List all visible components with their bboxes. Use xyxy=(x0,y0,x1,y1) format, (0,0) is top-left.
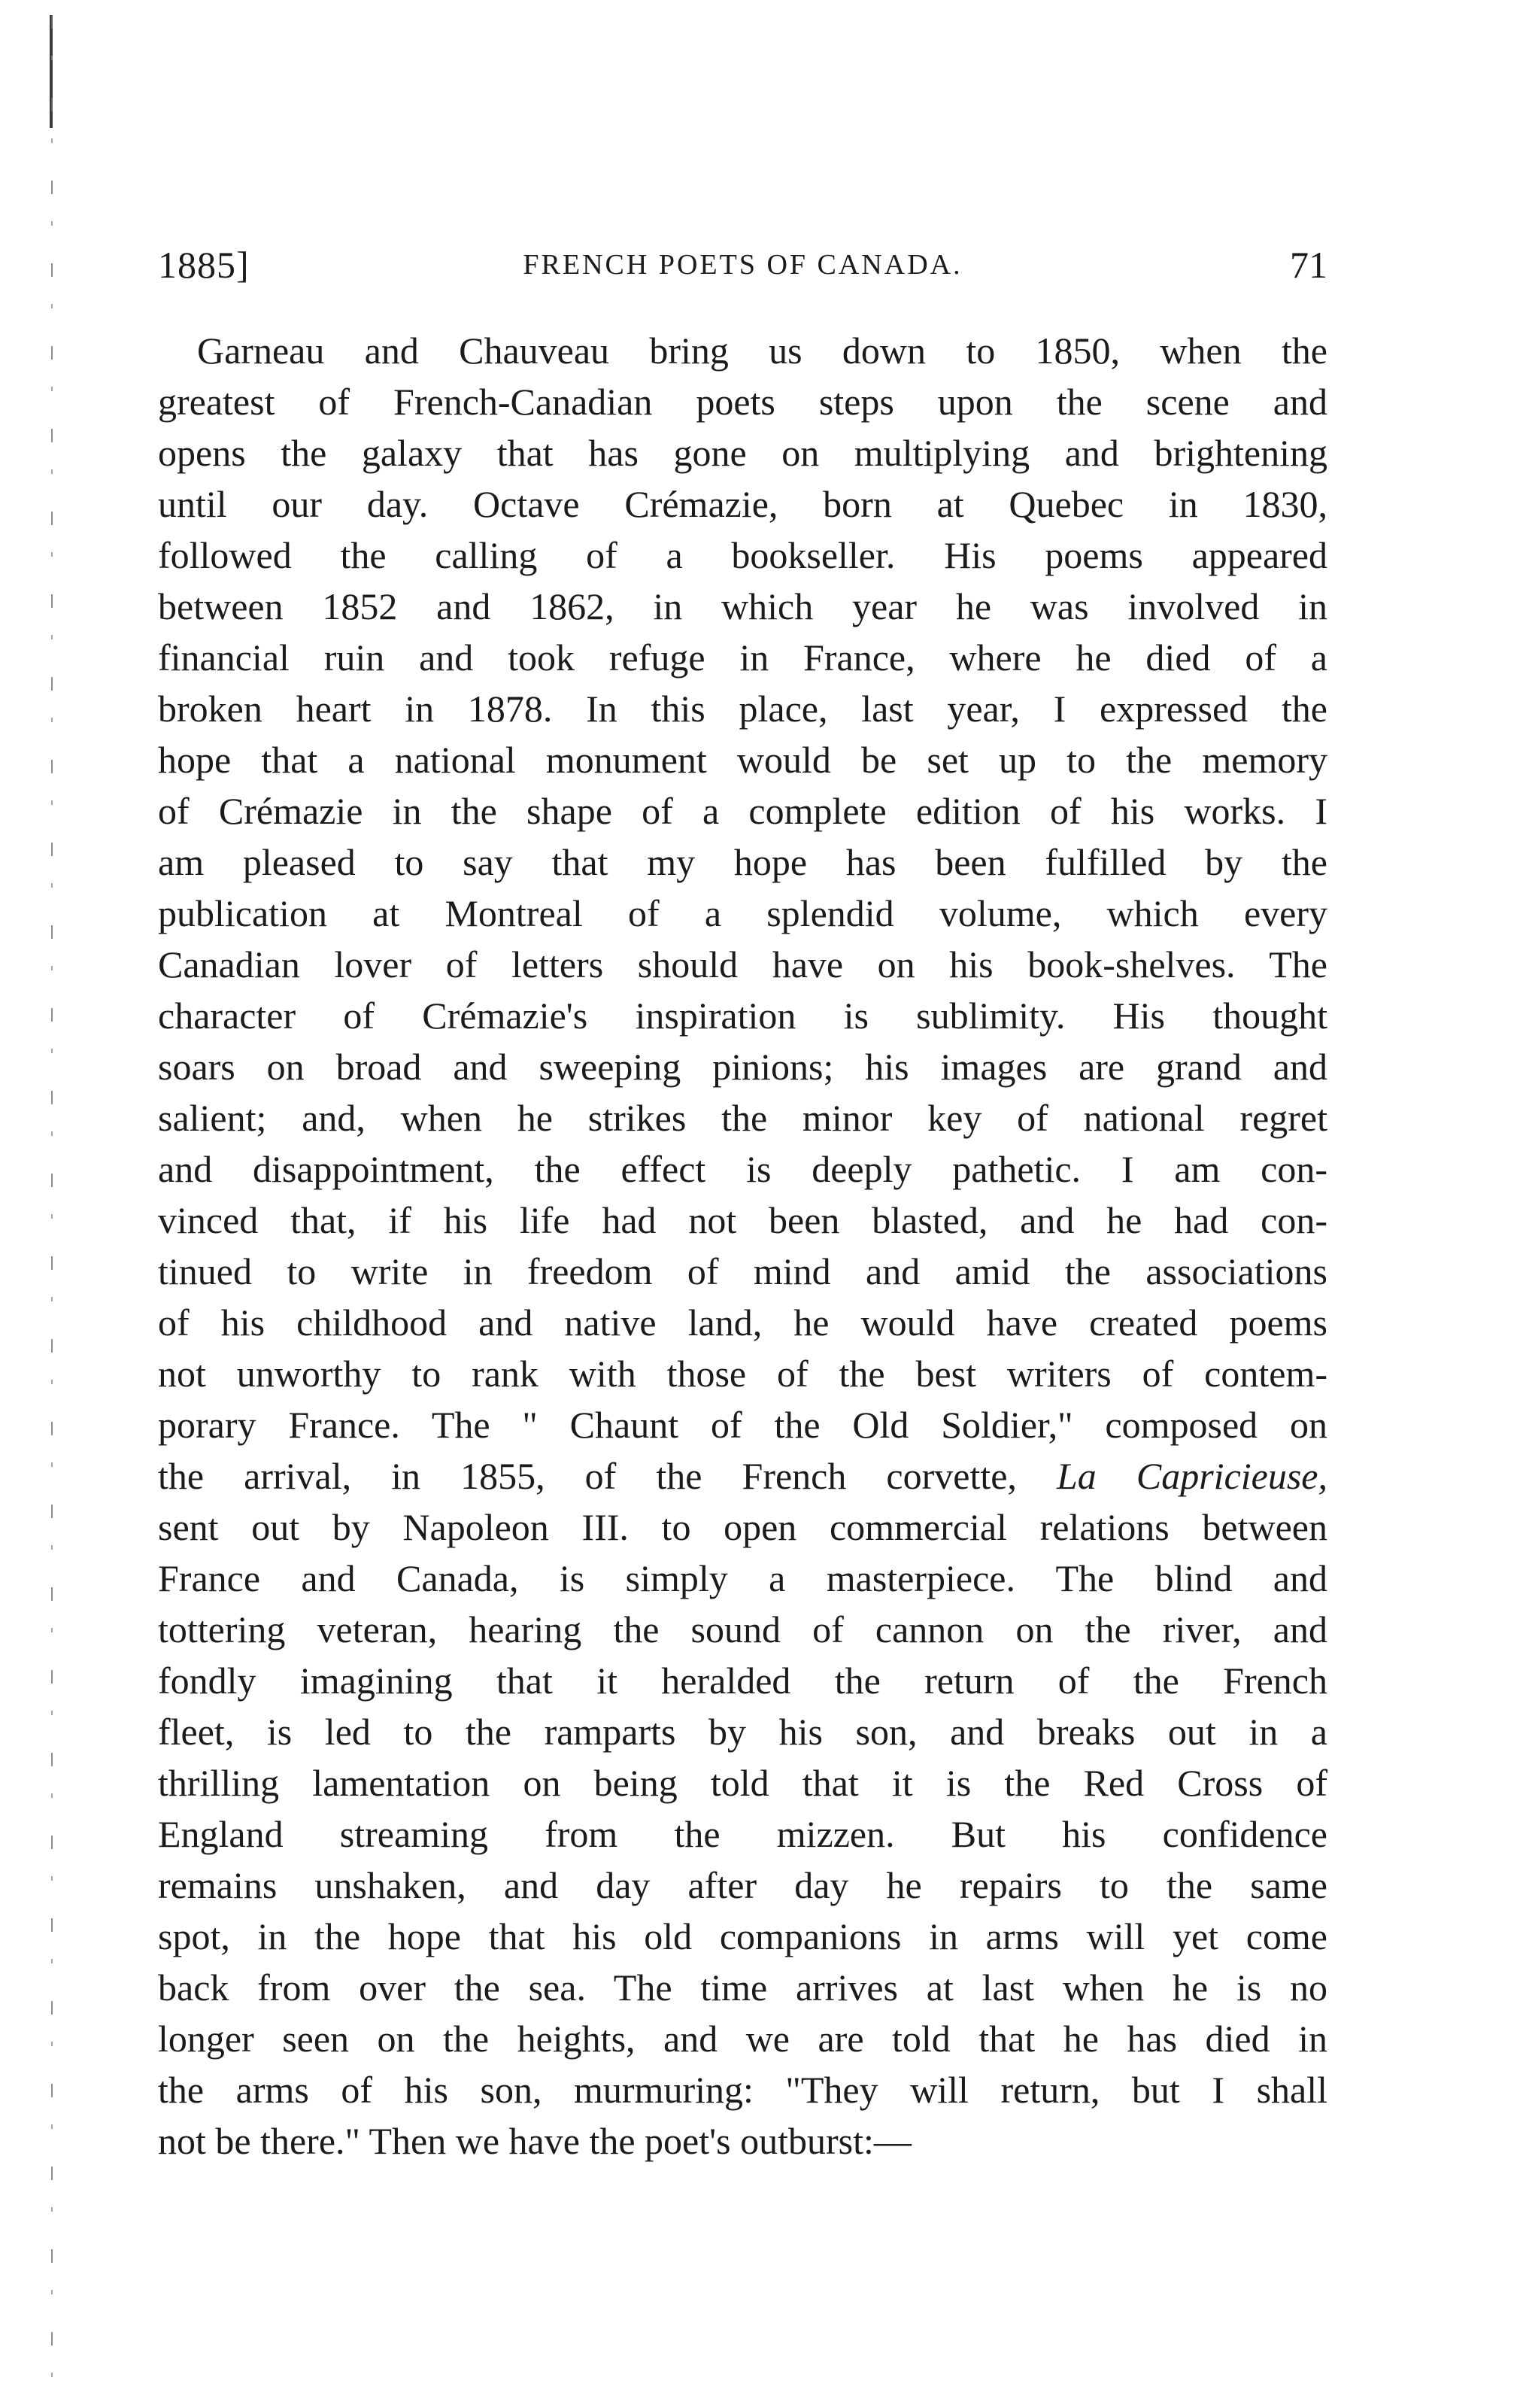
text-line: opens the galaxy that has gone on multiplying and brightening xyxy=(158,432,1327,474)
text-line: tottering veteran, hearing the sound of cannon on the river, and xyxy=(158,1608,1327,1650)
text-line: thrilling lamentation on being told that it is the Red Cross of xyxy=(158,1762,1327,1804)
ship-name-italic: La Capricieuse, xyxy=(1057,1455,1327,1497)
text-line: Canadian lover of letters should have on his book-shelves. The xyxy=(158,943,1327,985)
text-line: of Crémazie in the shape of a complete edition of his works. I xyxy=(158,790,1327,832)
text-line: vinced that, if his life had not been blasted, and he had con- xyxy=(158,1199,1327,1241)
running-head-title: FRENCH POETS OF CANADA. xyxy=(523,249,963,281)
text-line: financial ruin and took refuge in France, where he died of a xyxy=(158,636,1327,679)
text-line: between 1852 and 1862, in which year he was involved in xyxy=(158,585,1327,627)
text-line: broken heart in 1878. In this place, last year, I expressed the xyxy=(158,688,1327,730)
gutter-rule xyxy=(51,15,53,2392)
text-line: not unworthy to rank with those of the best writers of contem- xyxy=(158,1353,1327,1395)
text-line: porary France. The " Chaunt of the Old Soldier," composed on xyxy=(158,1404,1327,1446)
text-line: fleet, is led to the ramparts by his son, and breaks out in a xyxy=(158,1711,1327,1753)
text-line: hope that a national monument would be set up to the memory xyxy=(158,739,1327,781)
text-line: England streaming from the mizzen. But his confidence xyxy=(158,1813,1327,1855)
running-head xyxy=(158,235,1327,295)
text-line: character of Crémazie's inspiration is sublimity. His thought xyxy=(158,994,1327,1037)
text-line-segment: the arrival, in 1855, of the French corvette, xyxy=(158,1455,1057,1497)
text-line: publication at Montreal of a splendid volume, which every xyxy=(158,892,1327,934)
text-line: followed the calling of a bookseller. His poems appeared xyxy=(158,534,1327,576)
text-line: greatest of French-Canadian poets steps upon the scene and xyxy=(158,381,1327,423)
text-line: Garneau and Chauveau bring us down to 1850, when the xyxy=(197,329,1327,372)
text-line-with-italic xyxy=(158,1450,1327,1502)
text-line-last: not be there." Then we have the poet's outburst:— xyxy=(158,2120,912,2162)
text-line: soars on broad and sweeping pinions; his images are grand and xyxy=(158,1046,1327,1088)
text-line: remains unshaken, and day after day he repairs to the same xyxy=(158,1864,1327,1906)
text-line: spot, in the hope that his old companions in arms will yet come xyxy=(158,1915,1327,1957)
running-head-year: 1885] xyxy=(158,244,250,286)
text-line: sent out by Napoleon III. to open commercial relations between xyxy=(158,1506,1327,1548)
text-line: and disappointment, the effect is deeply pathetic. I am con- xyxy=(158,1148,1327,1190)
text-line: salient; and, when he strikes the minor key of national regret xyxy=(158,1097,1327,1139)
text-line: fondly imagining that it heralded the return of the French xyxy=(158,1659,1327,1702)
text-line: longer seen on the heights, and we are told that he has died in xyxy=(158,2018,1327,2060)
text-line: until our day. Octave Crémazie, born at Quebec in 1830, xyxy=(158,483,1327,525)
text-line: am pleased to say that my hope has been fulfilled by the xyxy=(158,841,1327,883)
text-line: tinued to write in freedom of mind and amid the associations xyxy=(158,1250,1327,1292)
binding-gutter xyxy=(45,15,60,2392)
page-number: 71 xyxy=(1290,244,1327,286)
text-line: back from over the sea. The time arrives at last when he is no xyxy=(158,1966,1327,2009)
text-line: France and Canada, is simply a masterpiece. The blind and xyxy=(158,1557,1327,1599)
text-line: the arms of his son, murmuring: "They will return, but I shall xyxy=(158,2069,1327,2111)
text-line: of his childhood and native land, he would have created poems xyxy=(158,1301,1327,1344)
body-paragraph xyxy=(158,325,1327,2167)
